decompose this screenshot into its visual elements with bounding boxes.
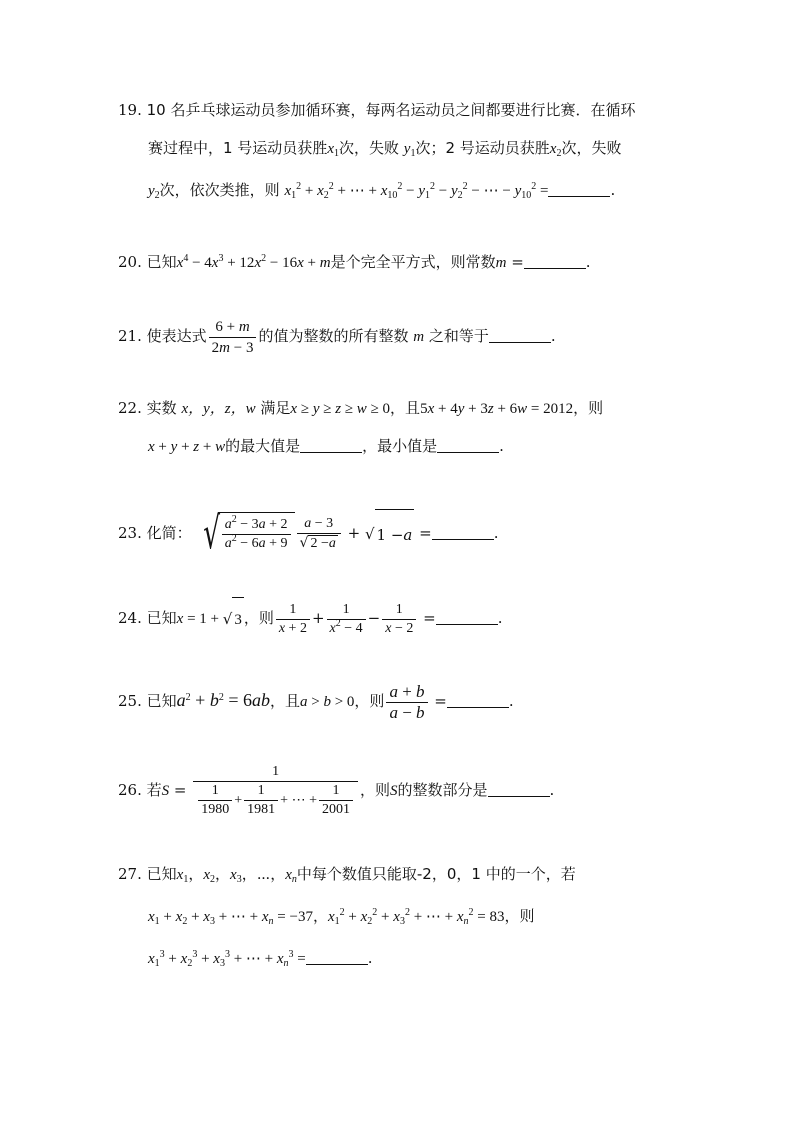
answer-blank[interactable]	[300, 438, 362, 453]
problem-number: 27.	[118, 865, 142, 883]
math-expression: $x^4 - 4x^3 + 12x^2 - 16x + m$	[176, 253, 331, 271]
problem-number: 21.	[118, 327, 142, 345]
problem-number: 19.	[118, 101, 142, 119]
problem-22-line-2: x + y + z + w的最大值是 ，最小值是 .	[148, 437, 504, 455]
problem-27-line-2: $x_1 + x_2 + x_3$ + ⋯ + $x_n = -37$，$x_1^2 + x_2^2 + x_3^2$ + ⋯ + $x_n^2 = 83$，则	[148, 907, 535, 927]
answer-blank[interactable]	[306, 950, 368, 965]
problem-19-line-3: $y_2$次，依次类推，则 $x_1^2 + x_2^2$ + ⋯ + $x_{10}^2 - y_1^2 - y_2^2$ − ⋯ − $y_{10}^2$ = .	[148, 181, 616, 201]
answer-blank[interactable]	[447, 693, 509, 708]
fraction: a − 3 √ 2 − a	[297, 516, 341, 552]
fraction: $\frac{a + b}{a - b}$	[386, 683, 427, 722]
math-expression: $x_2$	[549, 141, 562, 159]
problem-number: 22.	[118, 399, 142, 417]
problem-21: 21. 使表达式 $\frac{6 + m}{2m - 3}$ 的值为整数的所有整数 m 之和等于 .	[118, 318, 556, 356]
answer-blank[interactable]	[437, 438, 499, 453]
problem-number: 26.	[118, 781, 142, 799]
fraction: $\frac{1}{x^2 - 4}$	[327, 602, 366, 637]
fraction: $\frac{1}{x + 2}$	[276, 602, 310, 637]
math-expression: $x_1$	[327, 141, 339, 159]
problem-19-line-1	[118, 100, 636, 120]
math-expression: $x_1 + x_2 + x_3$ + ⋯ + $x_n = -37$	[148, 909, 313, 927]
problem-19-line-2: 赛过程中，1 号运动员获胜$x_1$次，失败 $y_1$次；2 号运动员获胜$x_2$次，失败	[148, 139, 622, 159]
answer-blank[interactable]	[432, 525, 494, 540]
math-expression: $y_1$	[403, 141, 416, 159]
problem-27-line-3: $x_1^3 + x_2^3 + x_3^3$ + ⋯ + $x_n^3$ = .	[148, 949, 373, 969]
problem-number: 25.	[118, 692, 142, 710]
problem-number: 20.	[118, 253, 142, 271]
problem-20: 20. 已知$x^4 - 4x^3 + 12x^2 - 16x + m$是个完全平方式，则常数m = .	[118, 253, 591, 271]
problem-26: 26. 若S = 1 $\frac{1}{1980}$ + $\frac{1}{1981}$ + ⋯ + $\frac{1}{2001}$ ，则S的整数部分是 .	[118, 764, 555, 817]
problem-number: 23.	[118, 524, 142, 542]
answer-blank[interactable]	[436, 610, 498, 625]
problem-22-line-1: 22. 实数 x，y，z，w 满足x ≥ y ≥ z ≥ w ≥ 0，且5x + 4y + 3z + 6w = 2012，则	[118, 399, 604, 417]
answer-blank[interactable]	[548, 182, 610, 197]
radical: √ $\frac{a^2 - 3a + 2}{a^2 - 6a + 9}$	[192, 512, 295, 556]
fraction: $\frac{1}{x - 2}$	[382, 602, 416, 637]
math-expression: $x_1^2 + x_2^2 + x_3^2$ + ⋯ + $x_n^2 = 83$	[327, 907, 505, 927]
problem-number: 24.	[118, 609, 142, 627]
math-expression: x ≥ y ≥ z ≥ w ≥ 0	[290, 401, 391, 417]
math-expression: x = 1 + √ 3	[177, 611, 244, 627]
radical: √ 1 − a	[365, 509, 414, 560]
math-expression: $x_1$，$x_2$，$x_3$，⋯，$x_n$	[176, 867, 297, 885]
problem-23: 23. 化简： √ $\frac{a^2 - 3a + 2}{a^2 - 6a + 9}$ a − 3 √ 2 − a + √ 1 − a = .	[118, 508, 499, 559]
problem-24: 24. 已知x = 1 + √ 3 ，则 $\frac{1}{x + 2}$ + $\frac{1}{x^2 - 4}$ − $\frac{1}{x - 2}$ = .	[118, 596, 502, 642]
answer-blank[interactable]	[489, 328, 551, 343]
math-expression: $a^2 + b^2 = 6ab$	[176, 690, 270, 710]
answer-blank[interactable]	[524, 254, 586, 269]
problem-text: 10 名乒乓球运动员参加循环赛，每两名运动员之间都要进行比赛．在循环	[146, 101, 636, 119]
fraction: 1 $\frac{1}{1980}$ + $\frac{1}{1981}$ + ⋯ + $\frac{1}{2001}$	[193, 764, 358, 818]
math-expression: 5x + 4y + 3z + 6w = 2012	[420, 401, 574, 417]
problem-25: 25. 已知$a^2 + b^2 = 6ab$，且a > b > 0，则 $\frac{a + b}{a - b}$ = .	[118, 681, 514, 722]
math-expression: $x_1^3 + x_2^3 + x_3^3$ + ⋯ + $x_n^3$ =	[148, 949, 306, 969]
math-expression: a > b > 0	[299, 694, 355, 710]
fraction: $\frac{6 + m}{2m - 3}$	[209, 318, 257, 357]
math-expression: $x_1^2 + x_2^2$ + ⋯ + $x_{10}^2 - y_1^2 - y_2^2$ − ⋯ − $y_{10}^2$ =	[284, 181, 549, 201]
answer-blank[interactable]	[488, 782, 550, 797]
math-expression: x + y + z + w	[148, 439, 226, 455]
problem-27-line-1: 27. 已知$x_1$，$x_2$，$x_3$，⋯，$x_n$中每个数值只能取-2，0，1 中的一个，若	[118, 865, 576, 885]
